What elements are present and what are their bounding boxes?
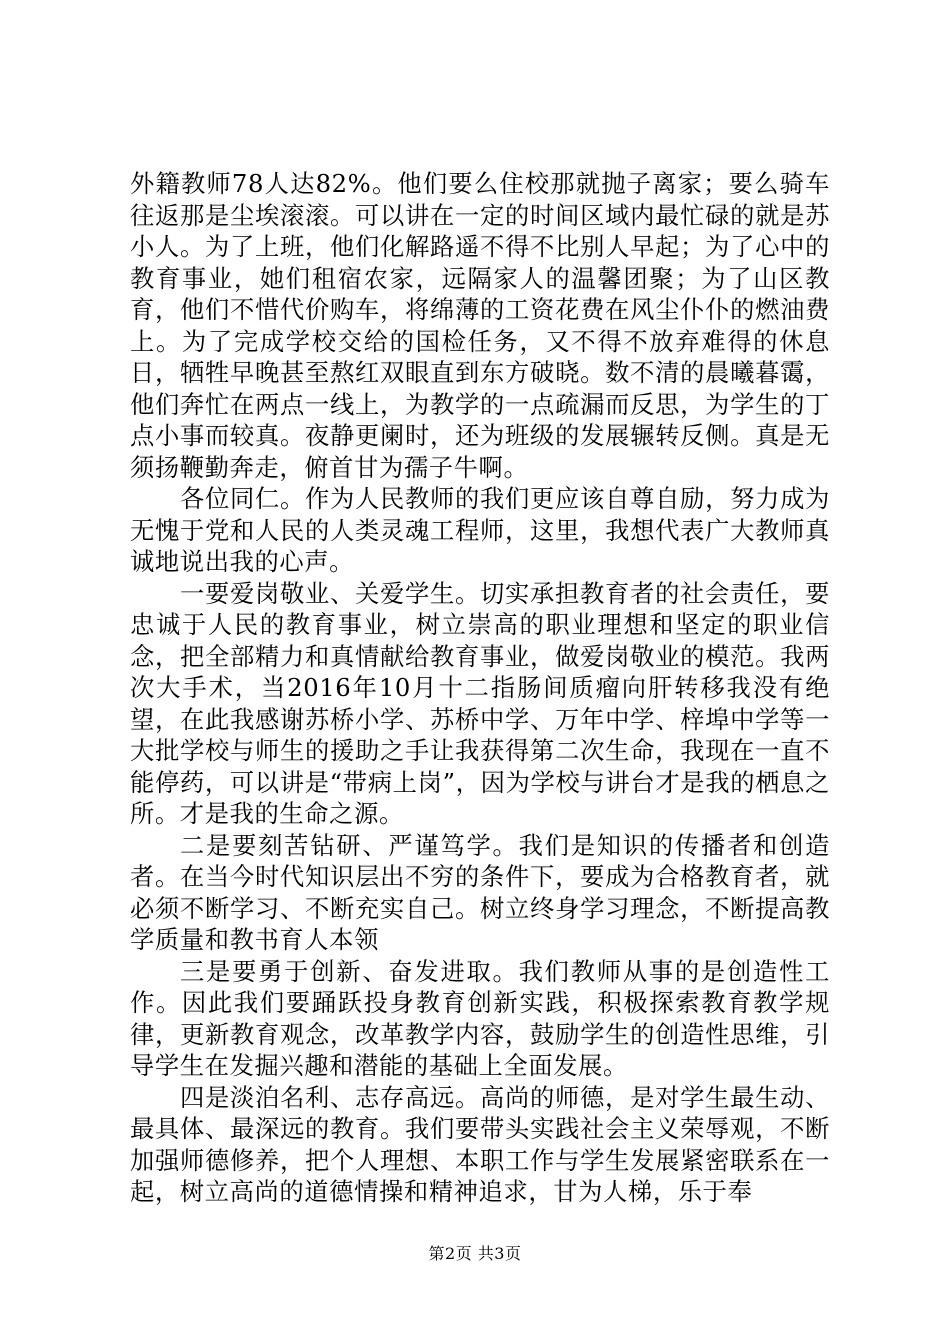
paragraph-5: 三是要勇于创新、奋发进取。我们教师从事的是创造性工作。因此我们要踊跃投身教育创新实践，积极探索教育教学规律，更新教育观念，改革教学内容，鼓励学生的创造性思维，引导学生在发掘兴趣和潜能的基础上全面发展。 (130, 956, 830, 1080)
paragraph-4: 二是要刻苦钻研、严谨笃学。我们是知识的传播者和创造者。在当今时代知识层出不穷的条件下，要成为合格教育者，就必须不断学习、不断充实自己。树立终身学习理念，不断提高教学质量和教书育人本领 (130, 830, 830, 954)
paragraph-3: 一要爱岗敬业、关爱学生。切实承担教育者的社会责任，要忠诚于人民的教育事业，树立崇高的职业理想和坚定的职业信念，把全部精力和真情献给教育事业，做爱岗敬业的模范。我两次大手术，当2016年10月十二指肠间质瘤向肝转移我没有绝望，在此我感谢苏桥小学、苏桥中学、万年中学、梓埠中学等一大批学校与师生的援助之手让我获得第二次生命，我现在一直不能停药，可以讲是“带病上岗”，因为学校与讲台才是我的栖息之所。才是我的生命之源。 (130, 578, 830, 828)
body-text (130, 168, 830, 1208)
paragraph-6: 四是淡泊名利、志存高远。高尚的师德，是对学生最生动、最具体、最深远的教育。我们要带头实践社会主义荣辱观，不断加强师德修养，把个人理想、本职工作与学生发展紧密联系在一起，树立高尚的道德情操和精神追求，甘为人梯，乐于奉 (130, 1082, 830, 1206)
page-footer: 第2页 共3页 (428, 1244, 522, 1263)
paragraph-1: 外籍教师78人达82%。他们要么住校那就抛子离家；要么骑车往返那是尘埃滚滚。可以讲在一定的时间区域内最忙碌的就是苏小人。为了上班，他们化解路遥不得不比别人早起；为了心中的教育事业，她们租宿农家，远隔家人的温馨团聚；为了山区教育，他们不惜代价购车，将绵薄的工资花费在风尘仆仆的燃油费上。为了完成学校交给的国检任务，又不得不放弃难得的休息日，牺牲早晚甚至熬红双眼直到东方破晓。数不清的晨曦暮霭，他们奔忙在两点一线上，为教学的一点疏漏而反思，为学生的丁点小事而较真。夜静更阑时，还为班级的发展辗转反侧。真是无须扬鞭勤奔走，俯首甘为孺子牛啊。 (130, 169, 830, 482)
paragraph-2: 各位同仁。作为人民教师的我们更应该自尊自励，努力成为无愧于党和人民的人类灵魂工程师，这里，我想代表广大教师真诚地说出我的心声。 (130, 484, 830, 576)
